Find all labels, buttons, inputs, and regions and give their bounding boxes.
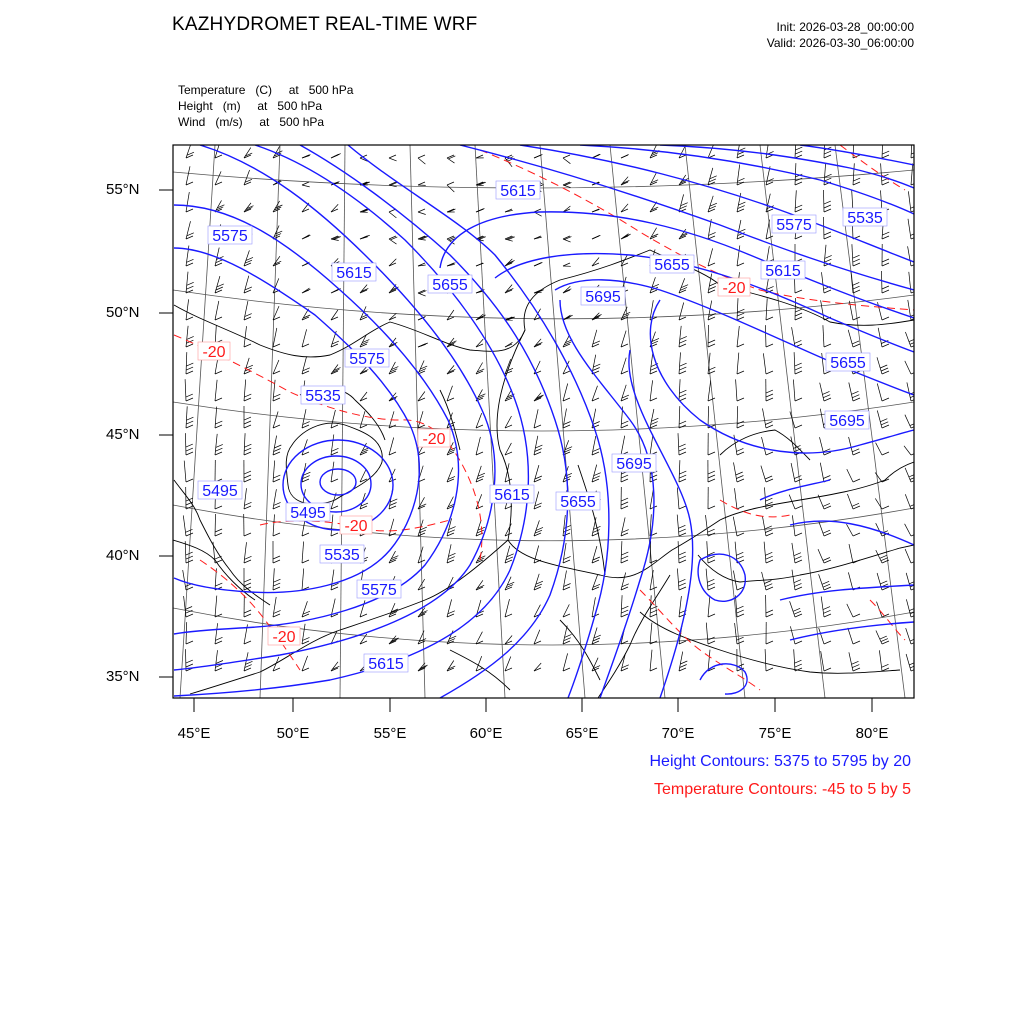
height-label-5575-caspian: [345, 349, 389, 368]
height-label-5655-east: [826, 353, 870, 372]
svg-text:5535: 5535: [324, 547, 360, 564]
lat-label-40n: 40°N: [106, 547, 140, 564]
svg-text:5495: 5495: [290, 505, 326, 522]
lat-label-45n: 45°N: [106, 426, 140, 443]
svg-text:5695: 5695: [585, 289, 621, 306]
height-label-5575-south: [357, 580, 401, 599]
height-label-5695-east: [825, 411, 869, 430]
height-label-5695-north-central: [581, 287, 625, 306]
height-label-5495-west: [198, 481, 242, 500]
svg-text:5575: 5575: [212, 228, 248, 245]
height-label-5615-northwest: [332, 263, 376, 282]
svg-text:5615: 5615: [494, 487, 530, 504]
height-label-5535-northeast: [843, 208, 887, 227]
lon-label-75e: 75°E: [758, 725, 792, 742]
svg-text:5695: 5695: [829, 413, 865, 430]
height-label-5575-northeast: [772, 215, 816, 234]
temp-label-minus20-central: [418, 429, 450, 448]
temp-label-minus20-southwest: [268, 627, 300, 646]
wind-field-label: Wind (m/s) at 500 hPa: [178, 115, 325, 129]
height-label-5695-central: [612, 454, 656, 473]
map-title: KAZHYDROMET REAL-TIME WRF: [172, 14, 478, 35]
svg-text:5655: 5655: [654, 257, 690, 274]
height-label-5655-caspian-north: [428, 275, 472, 294]
temp-label-minus20-west: [198, 342, 230, 361]
svg-text:5615: 5615: [500, 183, 536, 200]
lon-label-45e: 45°E: [177, 725, 211, 742]
height-label-5655-south-central: [556, 492, 600, 511]
init-time: Init: 2026-03-28_00:00:00: [776, 20, 914, 34]
temperature-field-label: Temperature (C) at 500 hPa: [178, 83, 354, 97]
svg-text:-20: -20: [272, 629, 296, 646]
height-label-5535-south: [320, 545, 364, 564]
lon-label-55e: 55°E: [373, 725, 407, 742]
temp-label-minus20-low: [340, 516, 372, 535]
temperature-contour-legend: Temperature Contours: -45 to 5 by 5: [653, 781, 911, 798]
lat-label-35n: 35°N: [106, 668, 140, 685]
svg-text:-20: -20: [344, 518, 368, 535]
svg-text:5575: 5575: [776, 217, 812, 234]
height-label-5495-low: [286, 503, 330, 522]
temp-label-minus20-northeast: [718, 278, 750, 297]
height-label-5655-north-central: [650, 255, 694, 274]
svg-text:5655: 5655: [830, 355, 866, 372]
svg-text:5655: 5655: [432, 277, 468, 294]
svg-text:5615: 5615: [336, 265, 372, 282]
svg-text:5695: 5695: [616, 456, 652, 473]
svg-text:5535: 5535: [305, 388, 341, 405]
svg-text:5495: 5495: [202, 483, 238, 500]
height-field-label: Height (m) at 500 hPa: [178, 99, 323, 113]
svg-text:5535: 5535: [847, 210, 883, 227]
svg-text:-20: -20: [722, 280, 746, 297]
height-label-5575-west: [208, 226, 252, 245]
svg-text:5575: 5575: [349, 351, 385, 368]
height-label-5535-west: [301, 386, 345, 405]
lon-label-65e: 65°E: [565, 725, 599, 742]
svg-text:5615: 5615: [368, 656, 404, 673]
height-label-5615-south: [364, 654, 408, 673]
lat-label-55n: 55°N: [106, 181, 140, 198]
valid-time: Valid: 2026-03-30_06:00:00: [766, 36, 914, 50]
lon-label-80e: 80°E: [855, 725, 889, 742]
height-label-5615-east: [761, 261, 805, 280]
height-label-5615-north: [496, 181, 540, 200]
svg-text:-20: -20: [202, 344, 226, 361]
svg-text:5575: 5575: [361, 582, 397, 599]
svg-text:-20: -20: [422, 431, 446, 448]
lon-label-70e: 70°E: [661, 725, 695, 742]
lon-label-60e: 60°E: [469, 725, 503, 742]
height-label-5615-aral: [490, 485, 534, 504]
height-contour-legend: Height Contours: 5375 to 5795 by 20: [649, 753, 911, 770]
lat-label-50n: 50°N: [106, 304, 140, 321]
svg-text:5615: 5615: [765, 263, 801, 280]
svg-text:5655: 5655: [560, 494, 596, 511]
lon-label-50e: 50°E: [276, 725, 310, 742]
